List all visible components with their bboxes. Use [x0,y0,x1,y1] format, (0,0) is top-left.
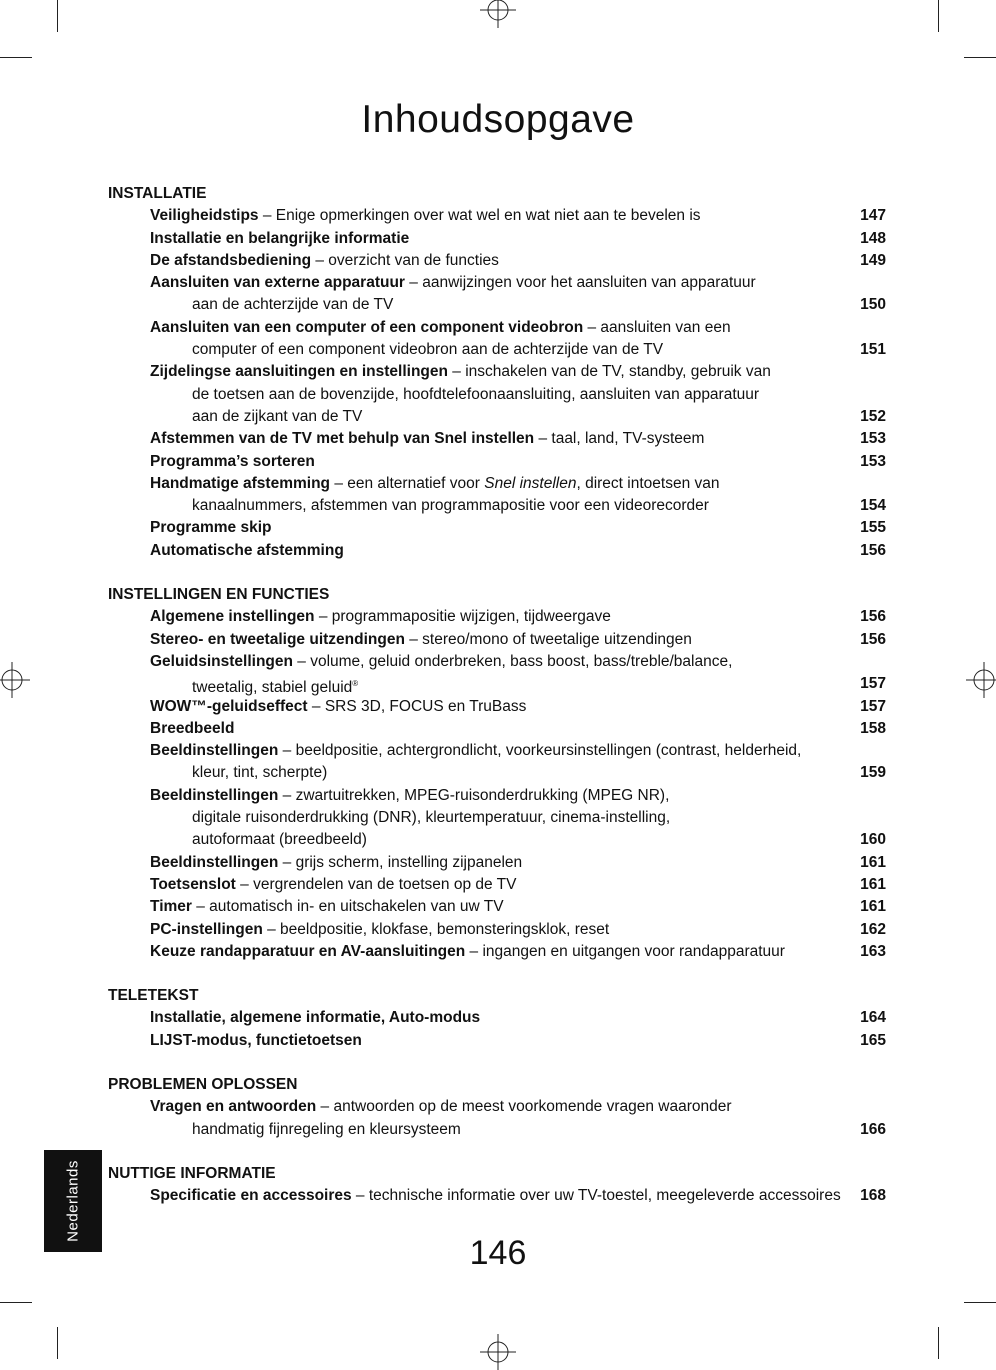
entry-first-line [150,651,840,673]
toc-entry[interactable] [108,540,886,562]
toc-entry[interactable] [108,272,886,317]
entry-first-line [150,941,840,963]
toc-entry[interactable] [108,250,886,272]
page-number: 146 [469,1234,527,1272]
entry-page-number: 154 [860,497,886,515]
entry-description: – beeldpositie, achtergrondlicht, voorkeursinstellingen (contrast, helderheid, [278,742,802,760]
toc-entry[interactable] [108,718,886,740]
toc-entry[interactable] [108,785,886,852]
entry-title: Specificatie en accessoires [150,1187,352,1205]
crop-mark-top-left-v [57,0,58,32]
entry-title: WOW™-geluidseffect [150,697,308,715]
entry-description: – beeldpositie, klokfase, bemonsteringsklok, reset [262,920,610,938]
entry-page-number: 153 [860,430,886,448]
entry-continuation-text: aan de zijkant van de TV [192,407,363,425]
entry-first-line [150,228,840,250]
entry-page-number: 151 [860,341,886,359]
entry-first-line [150,451,840,473]
entry-continuation-line [150,384,840,406]
entry-first-line [150,517,840,539]
toc-entry[interactable] [108,651,886,696]
entry-title: LIJST-modus, functietoetsen [150,1031,362,1049]
entry-description: – Enige opmerkingen over wat wel en wat niet aan te bevelen is [258,207,701,225]
toc-entry[interactable] [108,205,886,227]
entry-continuation-line [150,807,840,829]
entry-page-number: 161 [860,853,886,871]
entry-page-number: 147 [860,207,886,225]
toc-entry[interactable] [108,228,886,250]
entry-description: – taal, land, TV-systeem [534,430,705,448]
entry-description: – inschakelen van de TV, standby, gebruik van [448,363,771,381]
entry-continuation-text: handmatig fijnregeling en kleursysteem [192,1120,461,1138]
entry-continuation-line [150,406,840,428]
entry-description: – vergrendelen van de toetsen op de TV [235,875,517,893]
entry-page-number: 159 [860,764,886,782]
entry-first-line [150,896,840,918]
toc-entry[interactable] [108,317,886,362]
entry-page-number: 156 [860,541,886,559]
entry-page-number: 161 [860,875,886,893]
entry-first-line [150,250,840,272]
table-of-contents [108,183,886,1229]
entry-description: – automatisch in- en uitschakelen van uw TV [191,898,504,916]
entry-description: – aanwijzingen voor het aansluiten van apparatuur [404,274,756,292]
entry-first-line [150,1030,840,1052]
entry-continuation-line [150,829,840,851]
entry-title: Toetsenslot [150,875,236,893]
entry-title: Handmatige afstemming [150,474,331,492]
entry-page-number: 166 [860,1120,886,1138]
toc-entry[interactable] [108,1030,886,1052]
entry-page-number: 164 [860,1009,886,1027]
crop-mark-bottom-right-v [938,1327,939,1359]
entry-description-rest: , direct intoetsen van [576,474,720,492]
toc-entry[interactable] [108,852,886,874]
entry-first-line [150,696,840,718]
entry-title: Veiligheidstips [150,207,259,225]
entry-page-number: 152 [860,407,886,425]
entry-continuation-line [150,294,840,316]
entry-title: Afstemmen van de TV met behulp van Snel instellen [150,430,535,448]
entry-page-number: 157 [860,675,886,693]
entry-title: Aansluiten van een computer of een component videobron [150,318,584,336]
section-title: NUTTIGE INFORMATIE [108,1164,276,1182]
entry-description: – volume, geluid onderbreken, bass boost, bass/treble/balance, [292,652,733,670]
entry-title: Aansluiten van externe apparatuur [150,274,405,292]
entry-title: Stereo- en tweetalige uitzendingen [150,630,405,648]
toc-entry[interactable] [108,740,886,785]
entry-page-number: 160 [860,831,886,849]
entry-page-number: 148 [860,229,886,247]
crop-mark-bottom-right-h [964,1302,996,1303]
toc-entry[interactable] [108,1096,886,1141]
entry-first-line [150,540,840,562]
entry-continuation-text: kanaalnummers, afstemmen van programmapositie voor een videorecorder [192,497,709,515]
entry-page-number: 153 [860,452,886,470]
registered-mark: ® [352,679,359,689]
toc-entry[interactable] [108,874,886,896]
toc-section [108,1074,886,1141]
entry-first-line [150,718,840,740]
entry-first-line [150,852,840,874]
entry-title: Keuze randapparatuur en AV-aansluitingen [150,942,466,960]
entry-first-line [150,428,840,450]
entry-first-line [150,919,840,941]
entry-page-number: 156 [860,630,886,648]
entry-first-line [150,629,840,651]
entry-first-line [150,473,840,495]
toc-entry[interactable] [108,696,886,718]
entry-description-italic: Snel instellen [484,474,577,492]
entry-continuation-text: computer of een component videobron aan de achterzijde van de TV [192,341,664,359]
entry-title: Beeldinstellingen [150,853,279,871]
page-title: Inhoudsopgave [361,98,635,141]
entry-title: Automatische afstemming [150,541,344,559]
entry-continuation-text: aan de achterzijde van de TV [192,296,394,314]
entry-continuation-text: tweetalig, stabiel geluid [192,679,353,697]
toc-entry[interactable] [108,473,886,518]
entry-title: PC-instellingen [150,920,263,938]
entry-page-number: 162 [860,920,886,938]
entry-first-line [150,1007,840,1029]
entry-page-number: 158 [860,719,886,737]
entry-title: Timer [150,898,192,916]
entry-first-line [150,272,840,294]
crop-mark-top-right-h [964,57,996,58]
entry-title: De afstandsbediening [150,251,312,269]
entry-first-line [150,205,840,227]
entry-description: – aansluiten van een [583,318,731,336]
entry-first-line [150,317,840,339]
toc-entry[interactable] [108,361,886,428]
registration-mark-left [0,662,30,698]
toc-entry[interactable] [108,896,886,918]
entry-title: Installatie en belangrijke informatie [150,229,410,247]
registration-mark-right [966,662,996,698]
entry-description: – overzicht van de functies [311,251,499,269]
entry-title: Algemene instellingen [150,608,315,626]
section-title: TELETEKST [108,987,199,1005]
entry-continuation-text: kleur, tint, scherpte) [192,764,328,782]
entry-description: – zwartuitrekken, MPEG-ruisonderdrukking (MPEG NR), [278,786,670,804]
entry-continuation-line [150,673,840,695]
entry-page-number: 156 [860,608,886,626]
entry-first-line [150,361,840,383]
entry-page-number: 165 [860,1031,886,1049]
toc-entry[interactable] [108,1185,886,1207]
entry-continuation-line [150,495,840,517]
entry-continuation-text: digitale ruisonderdrukking (DNR), kleurtemperatuur, cinema-instelling, [192,809,671,827]
entry-page-number: 157 [860,697,886,715]
toc-entry[interactable] [108,941,886,963]
entry-description: – een alternatief voor [330,474,485,492]
entry-first-line [150,785,840,807]
registration-mark-bottom [480,1334,516,1370]
entry-page-number: 161 [860,898,886,916]
language-label: Nederlands [64,1160,82,1242]
entry-page-number: 168 [860,1187,886,1205]
registration-mark-top [480,0,516,28]
toc-section [108,1163,886,1208]
entry-title: Programme skip [150,519,272,537]
entry-continuation-line [150,762,840,784]
entry-title: Zijdelingse aansluitingen en instellingen [150,363,448,381]
entry-page-number: 149 [860,251,886,269]
entry-page-number: 150 [860,296,886,314]
crop-mark-top-right-v [938,0,939,32]
toc-entry[interactable] [108,517,886,539]
toc-section [108,183,886,562]
entry-title: Installatie, algemene informatie, Auto-modus [150,1009,481,1027]
entry-continuation-text: autoformaat (breedbeeld) [192,831,367,849]
section-title: INSTALLATIE [108,185,207,202]
entry-first-line [150,740,840,762]
entry-first-line [150,1185,840,1207]
entry-title: Programma’s sorteren [150,452,315,470]
entry-description: – SRS 3D, FOCUS en TruBass [307,697,527,715]
entry-title: Beeldinstellingen [150,742,279,760]
entry-title: Geluidsinstellingen [150,652,293,670]
toc-section [108,584,886,963]
entry-continuation-text: de toetsen aan de bovenzijde, hoofdtelefoonaansluiting, aansluiten van apparatuur [192,385,760,403]
entry-continuation-line [150,339,840,361]
toc-entry[interactable] [108,606,886,628]
entry-description: – antwoorden op de meest voorkomende vragen waaronder [316,1098,732,1116]
toc-entry[interactable] [108,451,886,473]
entry-description: – stereo/mono of tweetalige uitzendingen [404,630,692,648]
entry-description: – programmapositie wijzigen, tijdweergave [314,608,611,626]
entry-title: Beeldinstellingen [150,786,279,804]
toc-entry[interactable] [108,428,886,450]
entry-continuation-line [150,1119,840,1141]
toc-entry[interactable] [108,919,886,941]
toc-entry[interactable] [108,629,886,651]
section-title: INSTELLINGEN EN FUNCTIES [108,586,330,604]
entry-description: – technische informatie over uw TV-toestel, meegeleverde accessoires [351,1187,841,1205]
crop-mark-top-left-h [0,57,32,58]
crop-mark-bottom-left-h [0,1302,32,1303]
crop-mark-bottom-left-v [57,1327,58,1359]
toc-section [108,985,886,1052]
entry-title: Vragen en antwoorden [150,1098,317,1116]
entry-page-number: 155 [860,519,886,537]
entry-first-line [150,1096,840,1118]
section-title: PROBLEMEN OPLOSSEN [108,1075,298,1093]
entry-title: Breedbeeld [150,719,235,737]
entry-first-line [150,606,840,628]
toc-entry[interactable] [108,1007,886,1029]
entry-page-number: 163 [860,942,886,960]
entry-description: – grijs scherm, instelling zijpanelen [278,853,523,871]
entry-description: – ingangen en uitgangen voor randapparatuur [465,942,785,960]
entry-first-line [150,874,840,896]
